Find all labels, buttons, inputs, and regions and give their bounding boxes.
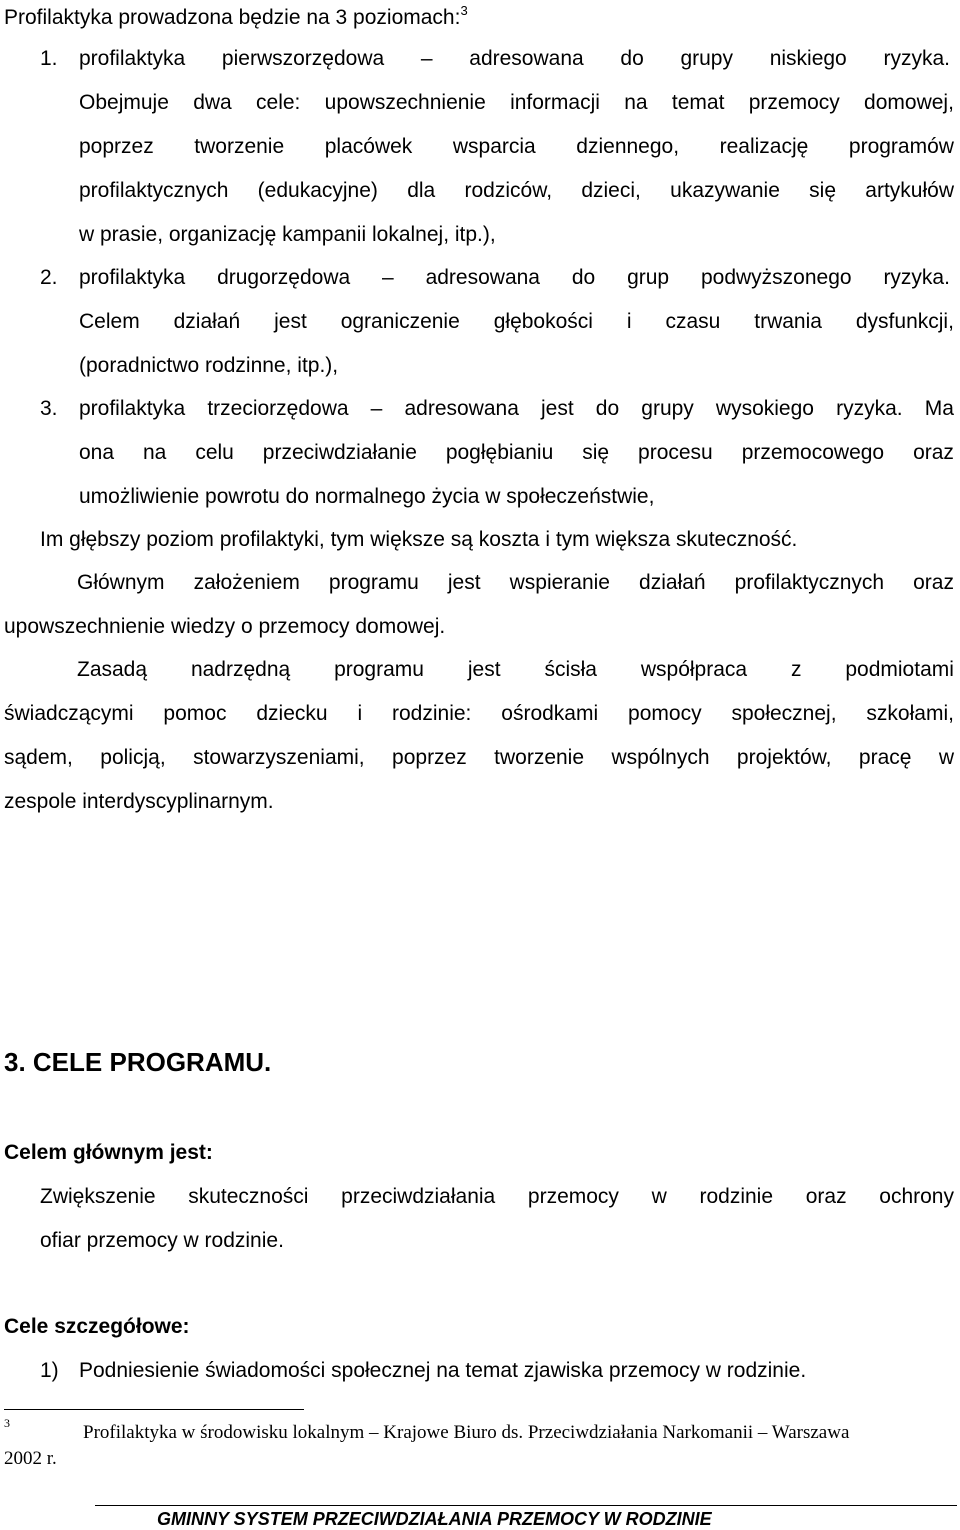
- section-heading: 3. CELE PROGRAMU.: [4, 1047, 272, 1077]
- footnote-text: Profilaktyka w środowisku lokalnym – Krajowe Biuro ds. Przeciwdziałania Narkomanii – Warszawa: [83, 1422, 850, 1443]
- word: dziennego,: [576, 135, 680, 158]
- word: świadczącymi: [4, 702, 134, 725]
- word: procesu: [638, 441, 713, 464]
- word: przemocy: [748, 91, 840, 114]
- goal-text: Podniesienie świadomości społecznej na temat zjawiska przemocy w rodzinie.: [79, 1359, 807, 1382]
- principle-line: [4, 701, 954, 727]
- word: i: [626, 310, 632, 333]
- level-line: [79, 90, 954, 116]
- word: wsparcia: [452, 135, 536, 158]
- main-goal-heading: Celem głównym jest:: [4, 1141, 213, 1164]
- word: wspieranie: [509, 571, 610, 594]
- word: dzieci,: [581, 179, 641, 202]
- word: się: [582, 441, 610, 464]
- word: w: [651, 1185, 667, 1208]
- word: działań: [173, 310, 241, 333]
- intro-text: Profilaktyka prowadzona będzie na 3 poziomach:: [4, 6, 461, 29]
- word: policją,: [100, 746, 166, 769]
- word: dwa: [193, 91, 232, 114]
- word: oraz: [805, 1185, 847, 1208]
- word: do: [620, 47, 644, 70]
- word: artykułów: [865, 179, 954, 202]
- word: stowarzyszeniami,: [193, 746, 365, 769]
- word: wysokiego: [715, 397, 814, 420]
- word: Zasadą: [77, 658, 148, 681]
- main-goal-last-line: ofiar przemocy w rodzinie.: [40, 1229, 284, 1252]
- level-number: 2.: [40, 266, 58, 289]
- intro-line: [4, 5, 468, 31]
- word: Zwiększenie: [40, 1185, 156, 1208]
- word: (edukacyjne): [257, 179, 378, 202]
- word: przemocowego: [741, 441, 885, 464]
- word: głębokości: [493, 310, 593, 333]
- level-line: [79, 134, 954, 160]
- word: i: [357, 702, 363, 725]
- assumption-last-line: upowszechnienie wiedzy o przemocy domowej.: [4, 615, 446, 638]
- level-line: [79, 309, 954, 335]
- word: Celem: [79, 310, 140, 333]
- word: programów: [848, 135, 954, 158]
- word: jest: [467, 658, 501, 681]
- word: Głównym: [77, 571, 165, 594]
- word: pomocy: [628, 702, 702, 725]
- level-line: [79, 440, 954, 466]
- word: dla: [407, 179, 436, 202]
- word: szkołami,: [866, 702, 954, 725]
- word: celu: [195, 441, 234, 464]
- word: programu: [328, 571, 419, 594]
- word: tworzenie: [194, 135, 285, 158]
- word: jest: [541, 397, 574, 420]
- word: oraz: [913, 571, 954, 594]
- word: ryzyka.: [883, 266, 950, 289]
- level-last-line: w prasie, organizację kampanii lokalnej, itp.),: [79, 223, 496, 246]
- word: ograniczenie: [340, 310, 460, 333]
- word: projektów,: [736, 746, 832, 769]
- word: upowszechnienie: [324, 91, 486, 114]
- level-line: [79, 178, 954, 204]
- word: –: [382, 266, 394, 289]
- word: temat: [671, 91, 725, 114]
- word: pierwszorzędowa: [221, 47, 385, 70]
- level-last-line: umożliwienie powrotu do normalnego życia w społeczeństwie,: [79, 485, 655, 508]
- word: adresowana: [404, 397, 519, 420]
- page-footer: GMINNY SYSTEM PRZECIWDZIAŁANIA PRZEMOCY W RODZINIE: [157, 1509, 712, 1529]
- principle-line: [77, 657, 954, 683]
- word: sądem,: [4, 746, 73, 769]
- level-number: 1.: [40, 47, 58, 70]
- word: przeciwdziałanie: [262, 441, 417, 464]
- word: poprzez: [392, 746, 467, 769]
- word: ukazywanie: [670, 179, 780, 202]
- specific-goals-heading: Cele szczegółowe:: [4, 1315, 190, 1338]
- word: ośrodkami: [501, 702, 599, 725]
- word: wspólnych: [611, 746, 710, 769]
- word: czasu: [665, 310, 721, 333]
- word: informacji: [510, 91, 600, 114]
- word: do: [595, 397, 620, 420]
- word: rodzinie:: [392, 702, 472, 725]
- level-line: [79, 46, 950, 72]
- word: rodziców,: [464, 179, 553, 202]
- word: ryzyka.: [883, 47, 950, 70]
- word: profilaktyka: [79, 266, 186, 289]
- footnote-separator: [4, 1409, 304, 1410]
- word: współpraca: [640, 658, 748, 681]
- word: niskiego: [769, 47, 847, 70]
- footnote-number: 3: [4, 1416, 10, 1430]
- footer-rule: [95, 1505, 957, 1506]
- word: dysfunkcji,: [855, 310, 954, 333]
- word: społecznej,: [731, 702, 837, 725]
- word: trwania: [754, 310, 822, 333]
- word: skuteczności: [188, 1185, 309, 1208]
- level-line: [79, 265, 950, 291]
- word: na: [143, 441, 167, 464]
- word: pomoc: [163, 702, 227, 725]
- word: działań: [639, 571, 706, 594]
- footnote-ref: 3: [460, 3, 468, 18]
- word: domowej,: [864, 91, 954, 114]
- word: profilaktycznych: [734, 571, 885, 594]
- word: profilaktyka: [79, 397, 186, 420]
- word: podwyższonego: [700, 266, 852, 289]
- word: poprzez: [79, 135, 154, 158]
- word: oraz: [913, 441, 954, 464]
- word: drugorzędowa: [217, 266, 351, 289]
- word: pracę: [858, 746, 912, 769]
- word: z: [790, 658, 802, 681]
- word: cele:: [256, 91, 301, 114]
- word: Ma: [924, 397, 954, 420]
- word: tworzenie: [494, 746, 585, 769]
- word: adresowana: [425, 266, 540, 289]
- word: grupy: [641, 397, 694, 420]
- principle-line: [4, 745, 954, 771]
- word: w: [938, 746, 954, 769]
- word: trzeciorzędowa: [207, 397, 349, 420]
- word: realizację: [719, 135, 809, 158]
- word: przemocy: [527, 1185, 619, 1208]
- assumption-line: [77, 570, 954, 596]
- word: placówek: [324, 135, 413, 158]
- word: podmiotami: [845, 658, 954, 681]
- word: Obejmuje: [79, 91, 169, 114]
- word: na: [624, 91, 648, 114]
- footnote-text-cont: 2002 r.: [4, 1448, 57, 1469]
- level-number: 3.: [40, 397, 58, 420]
- word: pogłębianiu: [445, 441, 554, 464]
- word: ona: [79, 441, 115, 464]
- word: się: [809, 179, 837, 202]
- main-goal-line: [40, 1184, 954, 1210]
- word: programu: [334, 658, 424, 681]
- word: profilaktyka: [79, 47, 186, 70]
- goal-number: 1): [40, 1359, 59, 1382]
- word: przeciwdziałania: [341, 1185, 496, 1208]
- level-line: [79, 396, 954, 422]
- word: adresowana: [469, 47, 584, 70]
- word: ścisła: [544, 658, 597, 681]
- word: profilaktycznych: [79, 179, 229, 202]
- principle-last-line: zespole interdyscyplinarnym.: [4, 790, 274, 813]
- word: nadrzędną: [190, 658, 291, 681]
- word: do: [571, 266, 596, 289]
- word: założeniem: [193, 571, 300, 594]
- word: dziecku: [256, 702, 328, 725]
- word: –: [370, 397, 383, 420]
- word: jest: [447, 571, 481, 594]
- word: –: [420, 47, 433, 70]
- word: ryzyka.: [836, 397, 903, 420]
- word: grupy: [680, 47, 733, 70]
- word: ochrony: [879, 1185, 954, 1208]
- word: rodzinie: [699, 1185, 774, 1208]
- depth-note: Im głębszy poziom profilaktyki, tym większe są koszta i tym większa skuteczność.: [40, 528, 798, 551]
- level-last-line: (poradnictwo rodzinne, itp.),: [79, 354, 339, 377]
- word: jest: [274, 310, 307, 333]
- word: grup: [627, 266, 670, 289]
